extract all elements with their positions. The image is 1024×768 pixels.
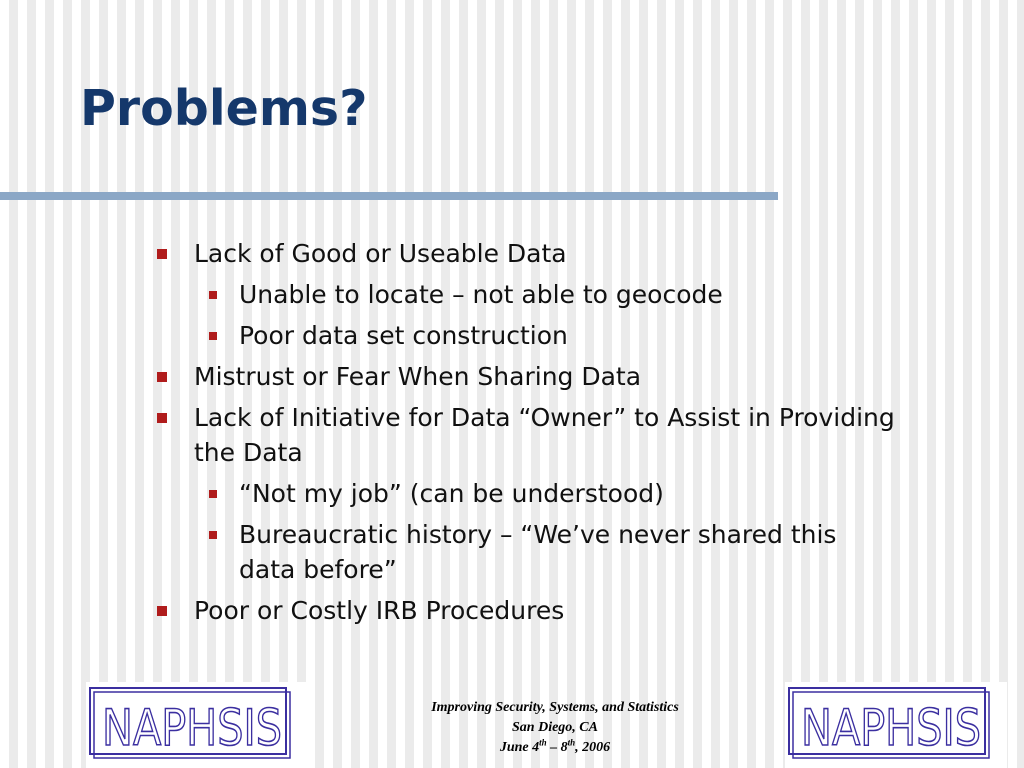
bullet-text: Mistrust or Fear When Sharing Data bbox=[194, 362, 642, 391]
logo-text: NAPHSIS bbox=[102, 699, 282, 757]
sub-bullet-text: Bureaucratic history – “We’ve never shared this data before” bbox=[239, 520, 837, 584]
bullet-list bbox=[155, 236, 895, 628]
bullet-item bbox=[155, 400, 895, 470]
footer-line-location: San Diego, CA bbox=[512, 720, 598, 735]
title-underline bbox=[0, 192, 778, 200]
square-bullet-icon bbox=[157, 413, 167, 423]
slide-title: Problems? bbox=[80, 80, 368, 137]
footer-text bbox=[330, 698, 780, 758]
footer-line-date: June 4th – 8th, 2006 bbox=[499, 737, 611, 755]
sub-bullet-item bbox=[155, 517, 895, 587]
square-bullet-icon bbox=[157, 249, 167, 259]
bullet-text: Lack of Good or Useable Data bbox=[194, 239, 567, 268]
sub-bullet-item bbox=[155, 476, 895, 511]
square-bullet-icon bbox=[209, 490, 217, 498]
bullet-text: Poor or Costly IRB Procedures bbox=[194, 596, 565, 625]
square-bullet-icon bbox=[157, 606, 167, 616]
square-bullet-icon bbox=[209, 332, 217, 340]
sub-bullet-text: Unable to locate – not able to geocode bbox=[239, 280, 723, 309]
naphsis-logo-icon bbox=[785, 682, 1007, 768]
footer-line-title: Improving Security, Systems, and Statistics bbox=[431, 700, 679, 715]
sub-bullet-text: Poor data set construction bbox=[239, 321, 568, 350]
square-bullet-icon bbox=[209, 531, 217, 539]
bullet-text: Lack of Initiative for Data “Owner” to Assist in Providing the Data bbox=[194, 403, 895, 467]
bullet-item bbox=[155, 236, 895, 271]
naphsis-logo-icon bbox=[86, 682, 308, 768]
sub-bullet-item bbox=[155, 277, 895, 312]
sub-bullet-item bbox=[155, 318, 895, 353]
sub-bullet-text: “Not my job” (can be understood) bbox=[239, 479, 664, 508]
bullet-item bbox=[155, 359, 895, 394]
bullet-item bbox=[155, 593, 895, 628]
naphsis-logo-left bbox=[86, 682, 308, 768]
logo-text: NAPHSIS bbox=[801, 699, 981, 757]
naphsis-logo-right bbox=[785, 682, 1007, 768]
square-bullet-icon bbox=[157, 372, 167, 382]
square-bullet-icon bbox=[209, 291, 217, 299]
